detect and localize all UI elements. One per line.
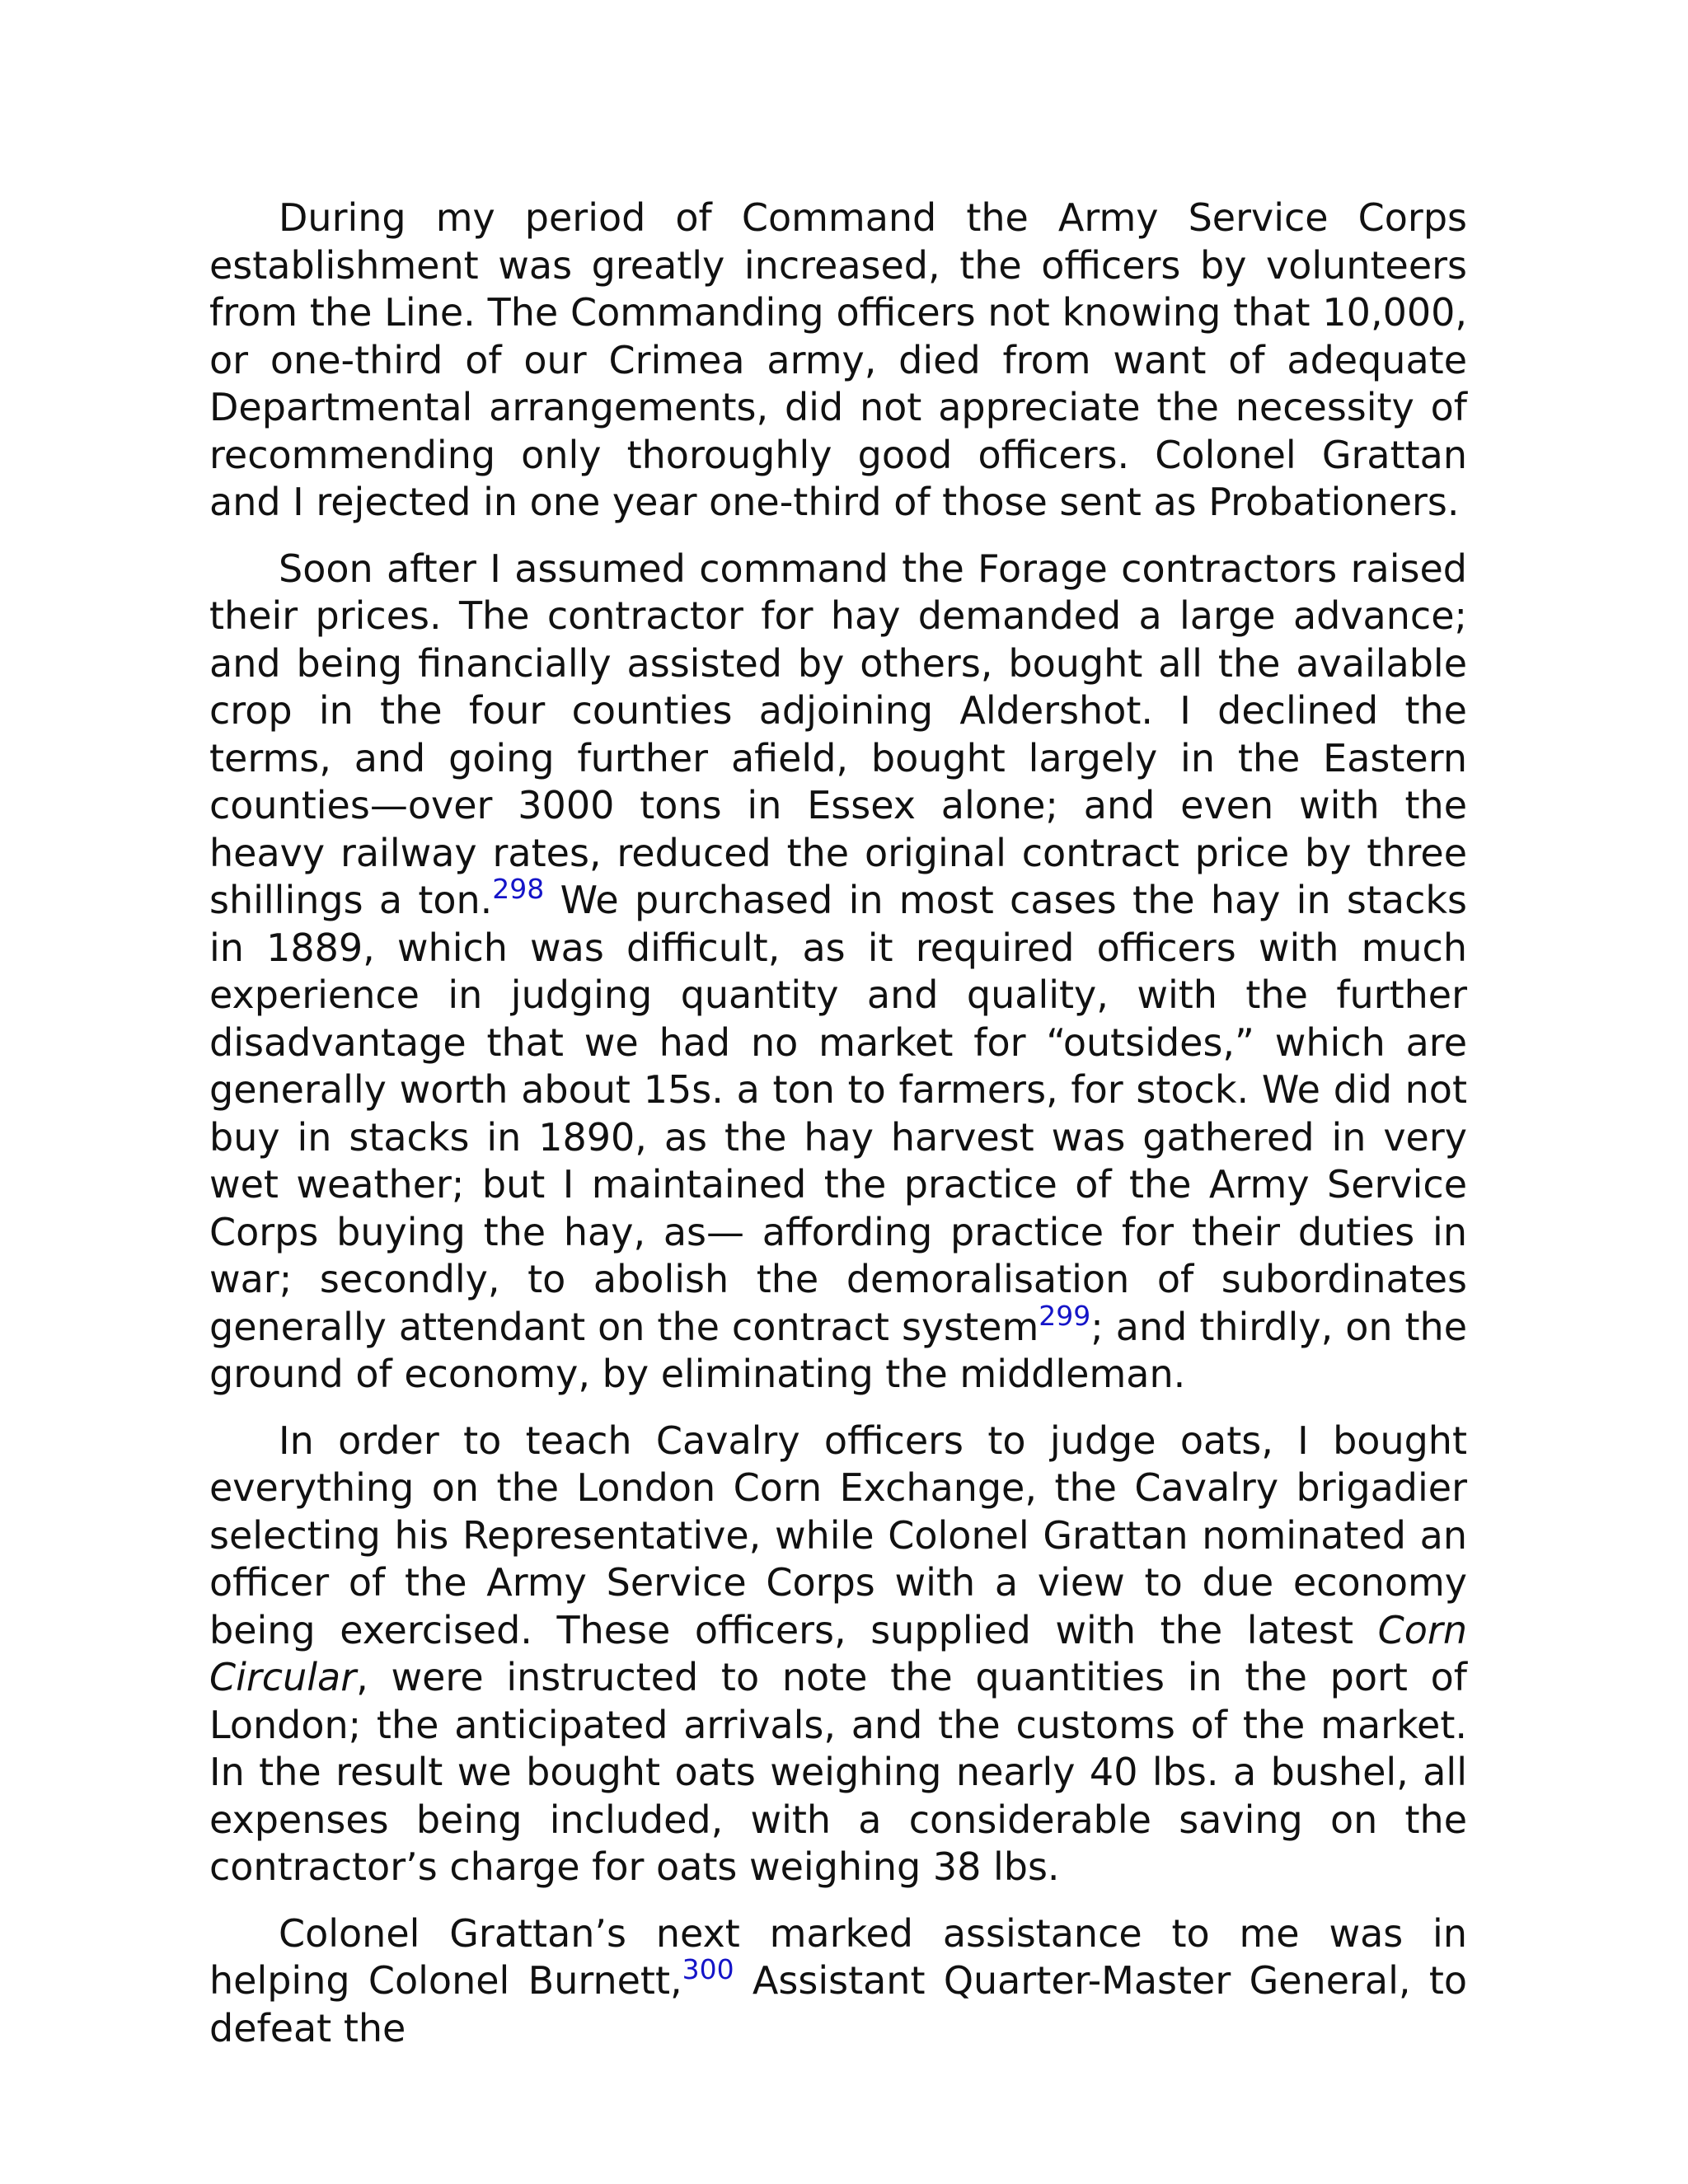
- paragraph-4: [209, 1910, 1467, 2053]
- paragraph-1-text: During my period of Command the Army Service Corps establishment was greatly increased, the officers by volunteers from the Line. The Commanding officers not knowing that 10,000, or one-third of our Crimea army, died from want of adequate Departmental arrangements, did not appreciate the necessity of recommending only thoroughly good officers. Colonel Grattan and I rejected in one year one-third of those sent as Probationers.: [209, 195, 1467, 524]
- paragraph-3-text-a: In order to teach Cavalry officers to judge oats, I bought everything on the London Corn Exchange, the Cavalry brigadier selecting his Representative, while Colonel Grattan nominated an officer of the Army Service Corps with a view to due economy being exercised. These officers, supplied with the latest: [209, 1418, 1467, 1652]
- paragraph-4-text-b: Assistant Quarter-Master General, to defeat the: [209, 1958, 1468, 2050]
- paragraph-1: [209, 194, 1467, 527]
- paragraph-3: [209, 1418, 1467, 1891]
- paragraph-2-text-c: ; and thirdly, on the ground of economy, by eliminating the middleman.: [209, 1304, 1468, 1396]
- paragraph-2-text-a: Soon after I assumed command the Forage contractors raised their prices. The contractor for hay demanded a large advance; and being financially assisted by others, bought all the available crop in the four counties adjoining Aldershot. I declined the terms, and going further afield, bought largely in the Eastern counties—over 3000 tons in Essex alone; and even with the heavy railway rates, reduced the original contract price by three shillings a ton.: [209, 546, 1467, 922]
- footnote-link-300[interactable]: 300: [682, 1952, 734, 1985]
- paragraph-4-text-a: Colonel Grattan’s next marked assistance to me was in helping Colonel Burnett,: [209, 1910, 1467, 2003]
- corn-circular-title: Corn Circular: [209, 1607, 1467, 1699]
- paragraph-2-text-b: We purchased in most cases the hay in stacks in 1889, which was difficult, as it required officers with much experience in judging quantity and quality, with the further disadvantage that we had no market for “outsides,” which are generally worth about 15s. a ton to farmers, for stock. We did not buy in stacks in 1890, as the hay harvest was gathered in very wet weather; but I maintained the practice of the Army Service Corps buying the hay, as— affording practice for their duties in war; secondly, to abolish the demoralisation of subordinates generally attendant on the contract system: [209, 878, 1467, 1349]
- footnote-link-299[interactable]: 299: [1039, 1299, 1091, 1332]
- paragraph-2: [209, 546, 1467, 1399]
- paragraph-3-text-b: , were instructed to note the quantities in the port of London; the anticipated arrivals, and the customs of the market. In the result we bought oats weighing nearly 40 lbs. a bushel, all expenses being included, with a considerable saving on the contractor’s charge for oats weighing 38 lbs.: [209, 1655, 1467, 1889]
- footnote-link-298[interactable]: 298: [492, 872, 545, 905]
- page-content: [209, 194, 1467, 2071]
